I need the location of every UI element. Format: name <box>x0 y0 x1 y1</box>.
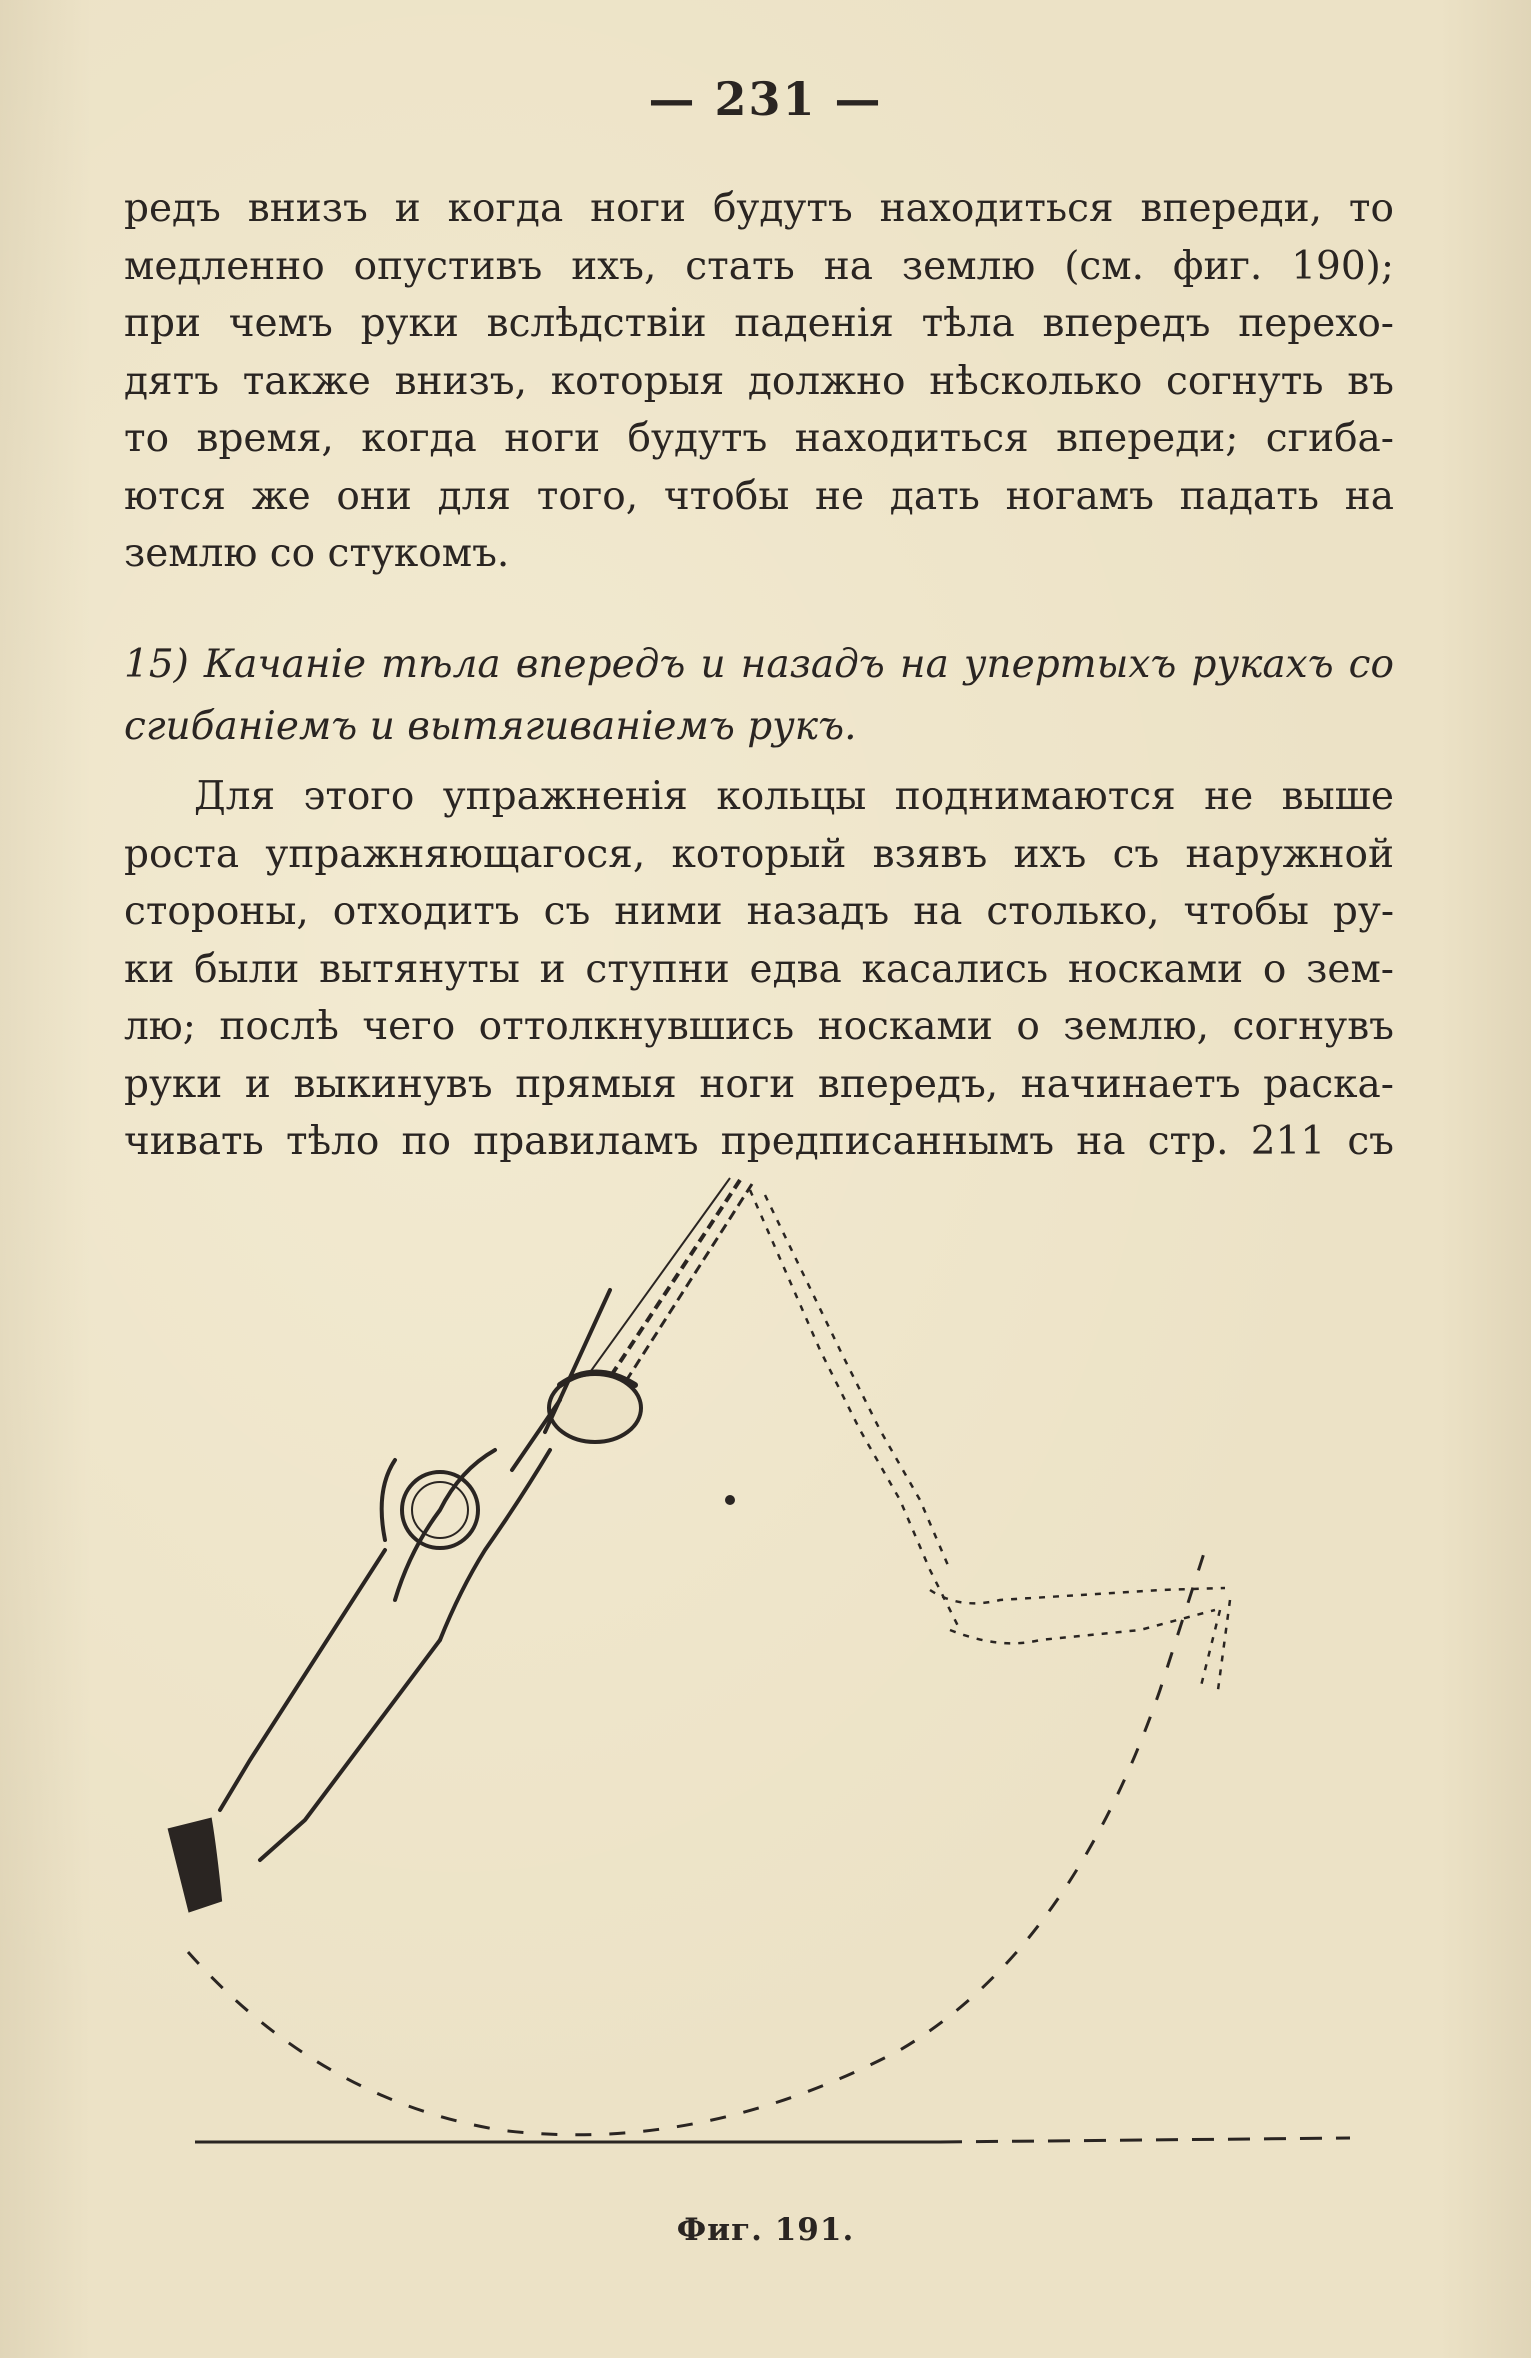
text-line: роста упражняющагося, который взявъ ихъ съ наружной <box>124 831 1394 877</box>
heading-line: сгибаніемъ и вытягиваніемъ рукъ. <box>124 704 857 749</box>
text-line: землю со стукомъ. <box>124 531 510 576</box>
paragraph-1 <box>124 180 1394 583</box>
text-line: то время, когда ноги будутъ находиться впереди; сгиба- <box>124 416 1394 461</box>
gymnast-figure-dashed <box>750 1190 1230 1690</box>
ink-dot <box>725 1495 735 1505</box>
text-line: дятъ также внизъ, которыя должно нѣсколько согнуть въ <box>124 358 1394 404</box>
paragraph-2 <box>124 768 1394 1171</box>
page-number: — 231 — <box>648 72 883 126</box>
text-line: редъ внизъ и когда ноги будутъ находиться впереди, то <box>124 186 1394 231</box>
figure-caption: Фиг. 191. <box>676 2212 855 2248</box>
figure-illustration <box>140 1170 1380 2200</box>
text-line: стороны, отходитъ съ ними назадъ на столько, чтобы ру- <box>124 889 1394 934</box>
text-line: при чемъ руки вслѣдствіи паденія тѣла впередъ перехо- <box>124 301 1394 346</box>
text-line: ются же они для того, чтобы не дать ногамъ падать на <box>124 473 1394 519</box>
swing-arc <box>188 1550 1205 2135</box>
text-line: руки и выкинувъ прямыя ноги впередъ, начинаетъ раска- <box>124 1061 1394 1107</box>
heading-line: 15) Качаніе тѣла впередъ и назадъ на упертыхъ рукахъ со <box>124 642 1394 687</box>
ground-line-dashed <box>940 2138 1350 2142</box>
text-line: медленно опустивъ ихъ, стать на землю (см. фиг. 190); <box>124 243 1394 289</box>
text-line: чивать тѣло по правиламъ предписаннымъ на стр. 211 съ <box>124 1119 1394 1164</box>
text-line: ки были вытянуты и ступни едва касались носками о зем- <box>124 946 1394 992</box>
gymnast-figure-solid <box>170 1290 641 1910</box>
text-line: Для этого упражненія кольцы поднимаются не выше <box>194 774 1394 819</box>
text-line: лю; послѣ чего оттолкнувшись носками о землю, согнувъ <box>124 1004 1394 1049</box>
section-heading <box>124 634 1394 758</box>
